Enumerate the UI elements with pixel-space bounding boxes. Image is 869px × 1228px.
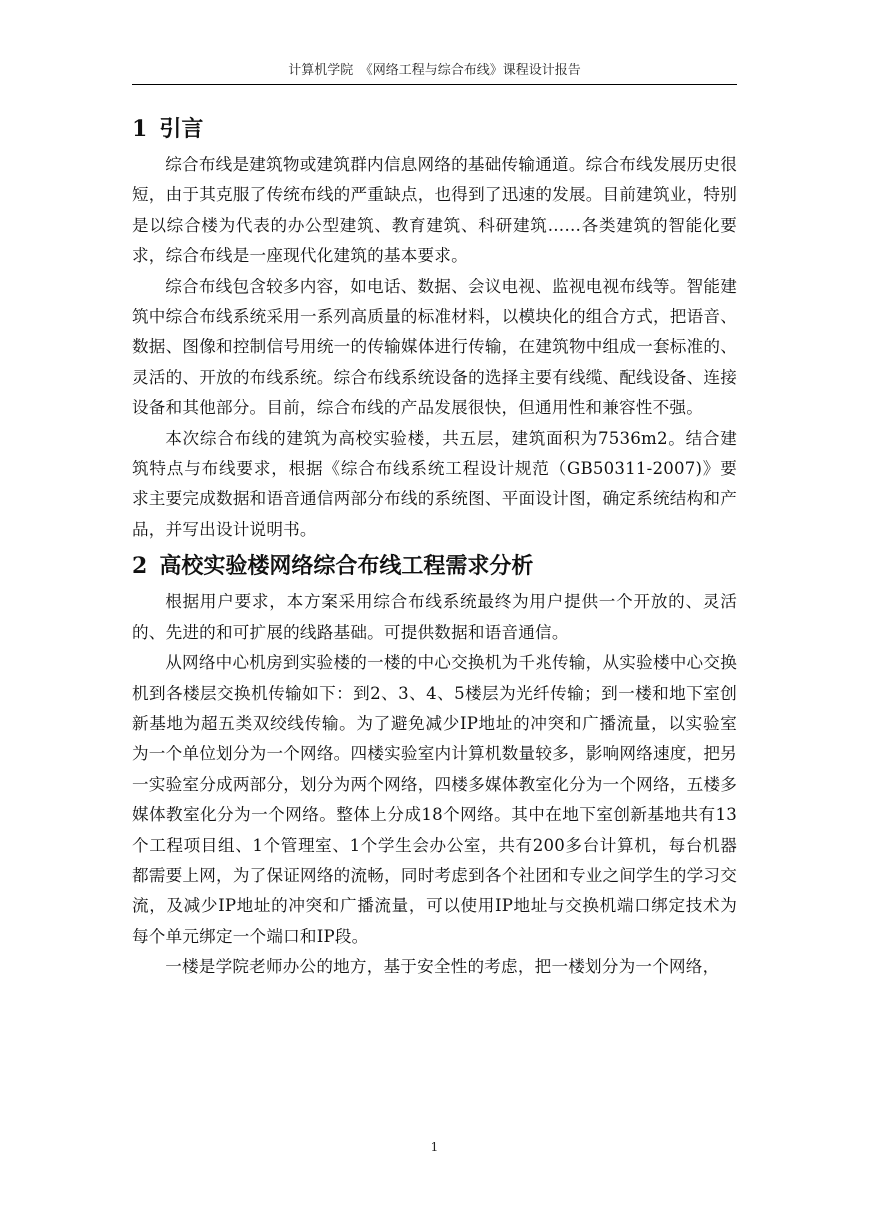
paragraph: 一楼是学院老师办公的地方，基于安全性的考虑，把一楼划分为一个网络，	[165, 957, 720, 977]
paragraph: 根据用户要求，本方案采用综合布线系统最终为用户提供一个开放的、灵活的、先进的和可扩展的线路基础。可提供数据和语音通信。	[132, 592, 737, 642]
paragraph: 从网络中心机房到实验楼的一楼的中心交换机为千兆传输，从实验楼中心交换机到各楼层交换机传输如下：到2、3、4、5楼层为光纤传输；到一楼和地下室创新基地为超五类双绞线传输。为了避免减少IP地址的冲突和广播流量，以实验室为一个单位划分为一个网络。四楼实验室内计算机数量较多，影响网络速度，把另一实验室分成两部分，划分为两个网络，四楼多媒体教室化分为一个网络，五楼多媒体教室化分为一个网络。整体上分成18个网络。其中在地下室创新基地共有13个工程项目组、1个管理室、1个学生会办公室，共有200多台计算机，每台机器都需要上网，为了保证网络的流畅，同时考虑到各个社团和专业之间学生的学习交流，及减少IP地址的冲突和广播流量，可以使用IP地址与交换机端口绑定技术为每个单元绑定一个端口和IP段。	[132, 653, 737, 946]
page-number: 1	[430, 1140, 439, 1154]
section-number: 2	[132, 553, 148, 580]
header-rule	[132, 84, 737, 85]
paragraph: 综合布线是建筑物或建筑群内信息网络的基础传输通道。综合布线发展历史很短，由于其克服了传统布线的严重缺点，也得到了迅速的发展。目前建筑业，特别是以综合楼为代表的办公型建筑、教育建筑、科研建筑……各类建筑的智能化要求，综合布线是一座现代化建筑的基本要求。	[132, 155, 737, 266]
section-number: 1	[132, 116, 148, 142]
section-heading-2	[132, 549, 737, 583]
section-title: 高校实验楼网络综合布线工程需求分析	[159, 553, 534, 580]
running-header: 计算机学院 《网络工程与综合布线》课程设计报告	[288, 63, 581, 78]
document-body	[132, 112, 737, 983]
section-heading-1	[132, 112, 737, 146]
paragraph: 综合布线包含较多内容，如电话、数据、会议电视、监视电视布线等。智能建筑中综合布线系统采用一系列高质量的标准材料，以模块化的组合方式，把语音、数据、图像和控制信号用统一的传输媒体进行传输，在建筑物中组成一套标准的、灵活的、开放的布线系统。综合布线系统设备的选择主要有线缆、配线设备、连接设备和其他部分。目前，综合布线的产品发展很快，但通用性和兼容性不强。	[132, 276, 737, 418]
section-title: 引言	[159, 116, 204, 142]
paragraph: 本次综合布线的建筑为高校实验楼，共五层，建筑面积为7536m2。结合建筑特点与布线要求，根据《综合布线系统工程设计规范（GB50311-2007)》要求主要完成数据和语音通信两部分布线的系统图、平面设计图，确定系统结构和产品，并写出设计说明书。	[132, 428, 737, 539]
